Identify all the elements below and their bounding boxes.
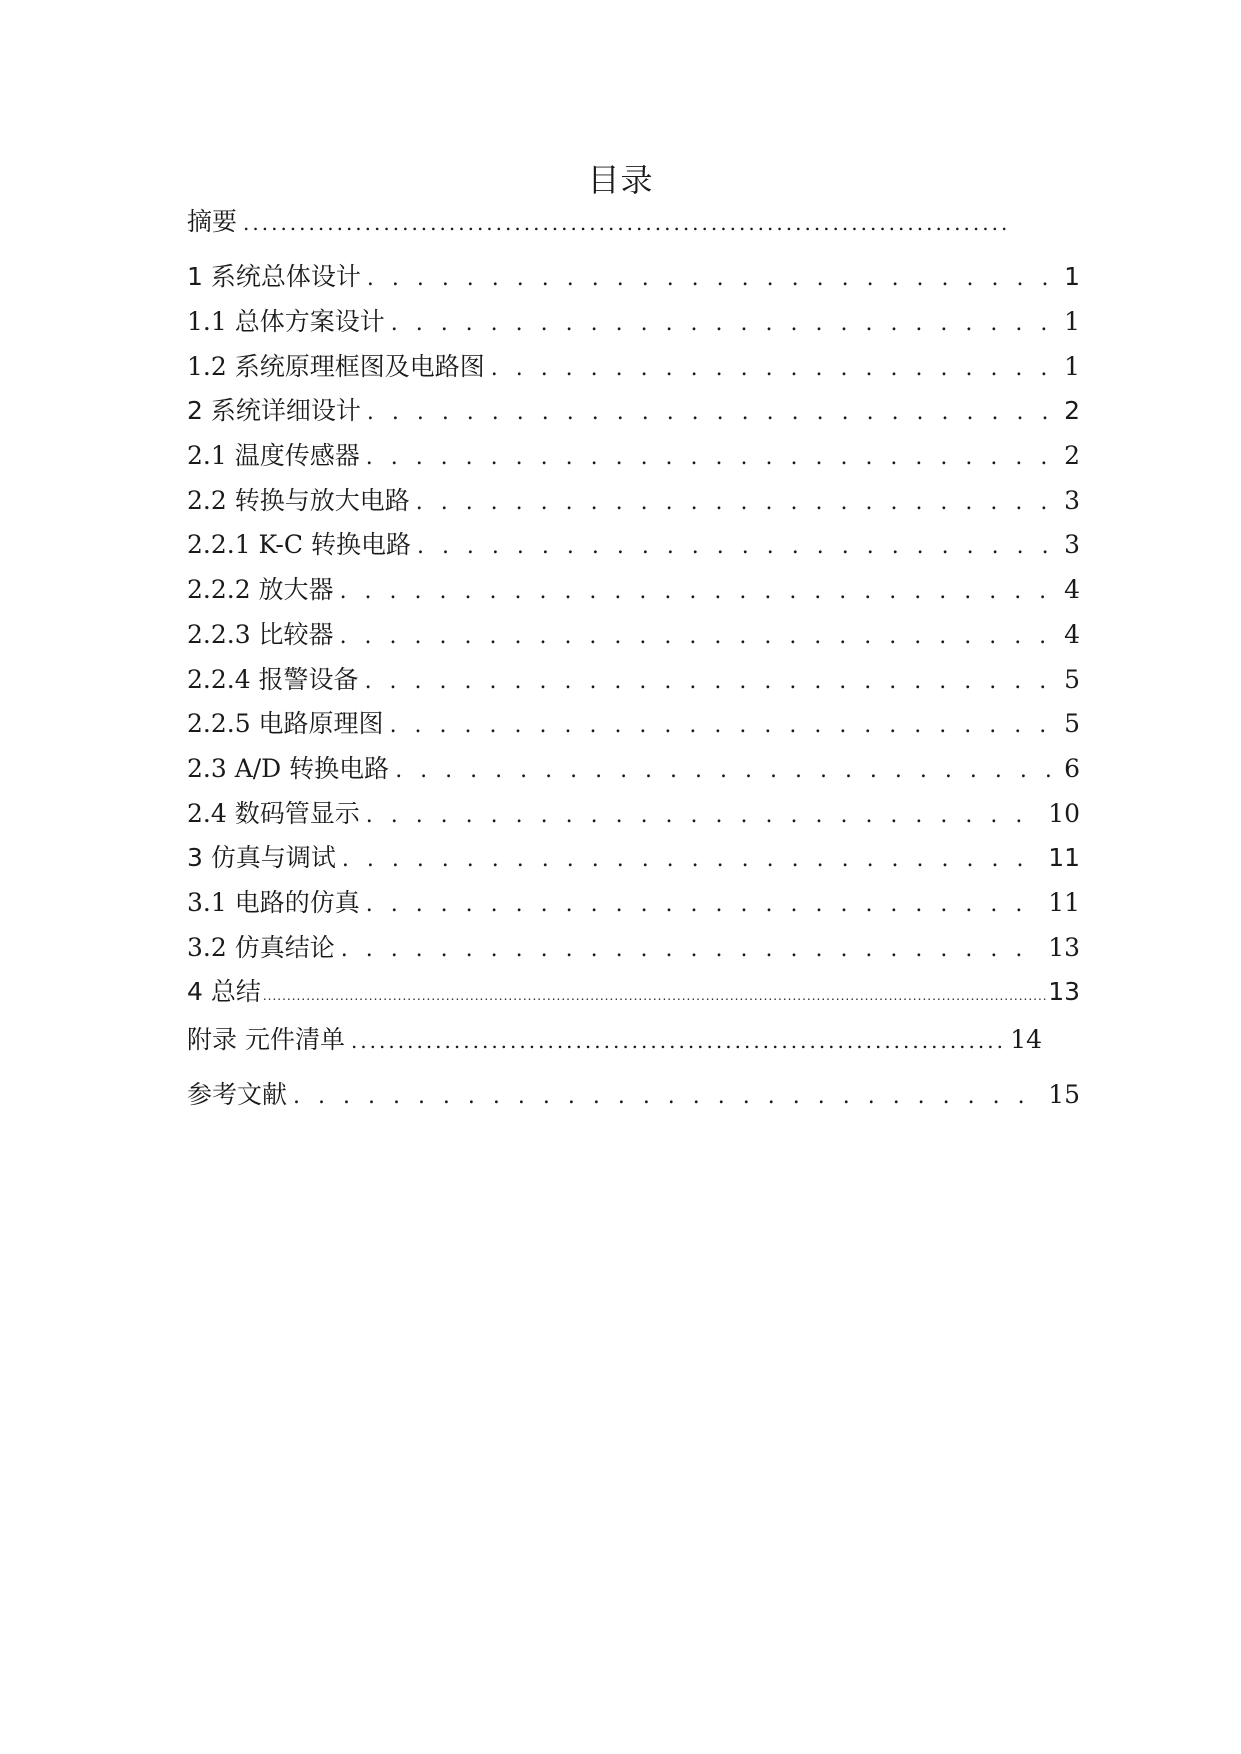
toc-entry-section-3-1[interactable] <box>187 883 1080 923</box>
toc-entry-page: 2 <box>1064 441 1080 470</box>
toc-entry-label: 摘要 <box>187 207 238 236</box>
toc-entry-page: 2 <box>1064 396 1080 425</box>
toc-entry-page: 4 <box>1064 575 1080 604</box>
dot-leader <box>366 438 1058 478</box>
dot-leader <box>340 617 1059 657</box>
toc-entry-page: 14 <box>1010 1025 1042 1054</box>
toc-entry-page: 6 <box>1064 754 1080 783</box>
toc-entry-chapter-3[interactable] <box>187 838 1080 878</box>
toc-entry-page: 5 <box>1064 665 1080 694</box>
toc-entry-page: 10 <box>1048 799 1080 828</box>
page-title: 目录 <box>587 161 654 199</box>
toc-entry-label: 2 系统详细设计 <box>187 396 361 425</box>
toc-entry-section-2-3[interactable] <box>187 749 1080 789</box>
toc-entry-section-2-2-1[interactable] <box>187 525 1080 565</box>
dot-leader <box>390 706 1059 746</box>
toc-entry-label: 2.3 A/D 转换电路 <box>187 754 390 783</box>
toc-entry-section-1-1[interactable] <box>187 302 1080 342</box>
dot-leader <box>417 527 1058 567</box>
toc-entry-label: 附录 元件清单 <box>187 1025 345 1054</box>
toc-entry-page: 11 <box>1048 843 1080 872</box>
toc-entry-abstract[interactable] <box>187 202 1027 242</box>
toc-entry-label: 3.2 仿真结论 <box>187 933 335 962</box>
dot-leader <box>243 203 1007 243</box>
toc-entry-chapter-4[interactable] <box>187 972 1080 1012</box>
toc-entry-page: 5 <box>1064 709 1080 738</box>
toc-entry-page: 1 <box>1064 307 1080 336</box>
dot-leader <box>366 885 1042 925</box>
dot-leader <box>342 840 1042 880</box>
toc-entry-section-2-4[interactable] <box>187 794 1080 834</box>
toc-entry-chapter-1[interactable] <box>187 257 1080 297</box>
toc-entry-label: 2.2.4 报警设备 <box>187 665 359 694</box>
toc-entry-label: 3.1 电路的仿真 <box>187 888 360 917</box>
toc-entry-page: 1 <box>1064 262 1080 291</box>
dot-leader <box>395 751 1058 791</box>
toc-entry-page: 13 <box>1048 977 1080 1006</box>
dot-leader <box>293 1077 1042 1117</box>
toc-entry-section-2-2-2[interactable] <box>187 570 1080 610</box>
dot-leader <box>263 976 1046 1016</box>
toc-entry-section-2-1[interactable] <box>187 436 1080 476</box>
toc-entry-label: 4 总结 <box>187 977 261 1006</box>
dot-leader <box>340 572 1059 612</box>
toc-entry-section-2-2-4[interactable] <box>187 660 1080 700</box>
dot-leader <box>367 259 1058 299</box>
toc-entry-chapter-2[interactable] <box>187 391 1080 431</box>
toc-entry-page: 4 <box>1064 620 1080 649</box>
dot-leader <box>351 1021 1004 1061</box>
toc-entry-page: 15 <box>1048 1080 1080 1109</box>
toc-entry-label: 2.2.5 电路原理图 <box>187 709 384 738</box>
dot-leader <box>341 930 1042 970</box>
toc-entry-appendix[interactable] <box>187 1020 1042 1060</box>
toc-entry-section-2-2-3[interactable] <box>187 615 1080 655</box>
toc-entry-label: 3 仿真与调试 <box>187 843 336 872</box>
toc-entry-page: 11 <box>1048 888 1080 917</box>
toc-entry-label: 2.1 温度传感器 <box>187 441 360 470</box>
dot-leader <box>416 483 1058 523</box>
toc-entry-label: 2.2.3 比较器 <box>187 620 334 649</box>
dot-leader <box>366 796 1042 836</box>
toc-entry-section-1-2[interactable] <box>187 347 1080 387</box>
toc-entry-section-2-2-5[interactable] <box>187 704 1080 744</box>
dot-leader <box>391 304 1058 344</box>
toc-entry-label: 1.2 系统原理框图及电路图 <box>187 352 485 381</box>
toc-entry-section-2-2[interactable] <box>187 481 1080 521</box>
toc-entry-label: 1.1 总体方案设计 <box>187 307 385 336</box>
toc-entry-label: 2.2 转换与放大电路 <box>187 486 410 515</box>
toc-entry-section-3-2[interactable] <box>187 928 1080 968</box>
toc-entry-page: 13 <box>1048 933 1080 962</box>
dot-leader <box>491 349 1058 389</box>
dot-leader <box>365 662 1059 702</box>
toc-entry-page: 3 <box>1064 530 1080 559</box>
toc-entry-page: 3 <box>1064 486 1080 515</box>
toc-entry-label: 2.2.1 K-C 转换电路 <box>187 530 411 559</box>
toc-entry-label: 1 系统总体设计 <box>187 262 361 291</box>
dot-leader <box>367 393 1058 433</box>
toc-entry-label: 2.4 数码管显示 <box>187 799 360 828</box>
toc-entry-label: 2.2.2 放大器 <box>187 575 334 604</box>
toc-entry-label: 参考文献 <box>187 1080 288 1109</box>
toc-entry-page: 1 <box>1064 352 1080 381</box>
toc-entry-references[interactable] <box>187 1075 1080 1115</box>
